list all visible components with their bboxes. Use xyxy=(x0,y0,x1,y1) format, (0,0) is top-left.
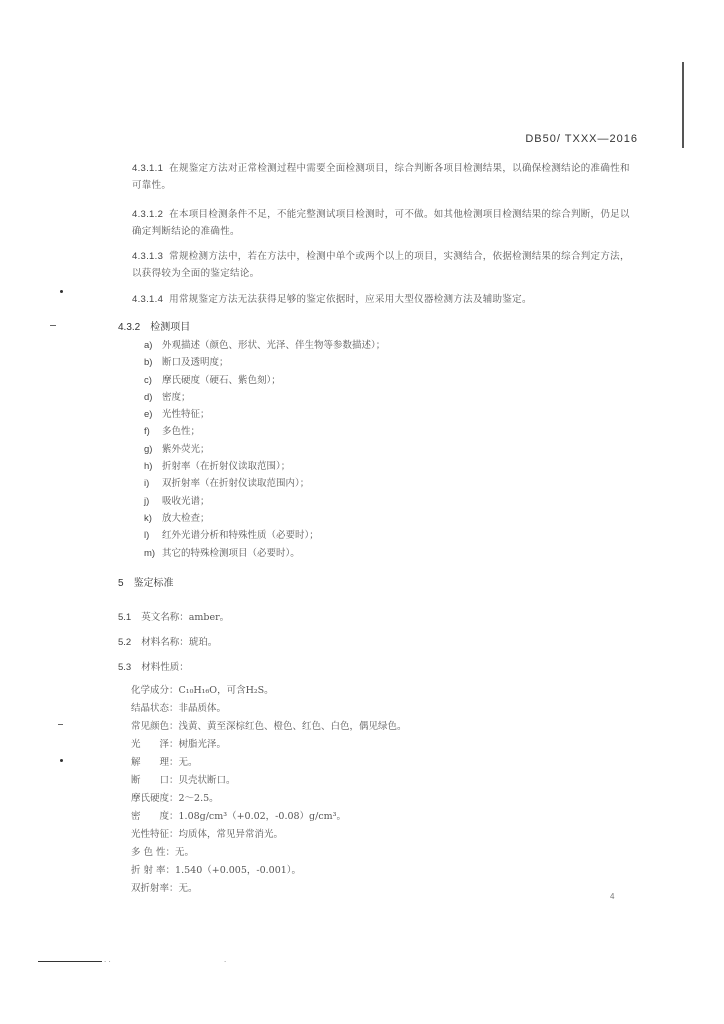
item-text: 其它的特殊检测项目（必要时）。 xyxy=(162,547,300,559)
item-label: j) xyxy=(144,495,150,507)
item-label: b) xyxy=(144,357,153,369)
section-number: 4.3.2 xyxy=(118,322,141,333)
item-text: 多色性； xyxy=(162,426,201,438)
list-item xyxy=(144,423,385,440)
margin-mark xyxy=(60,290,63,293)
item-text: 断口及透明度； xyxy=(162,357,229,369)
item-label: a) xyxy=(144,340,153,351)
clause-5-3 xyxy=(118,659,189,673)
item-text: 红外光谱分析和特殊性质（必要时）； xyxy=(162,530,319,542)
item-label: k) xyxy=(144,512,152,524)
paragraph-number: 4.3.1.1 xyxy=(132,163,164,174)
paragraph-number: 4.3.1.2 xyxy=(132,209,164,220)
property-line: 光性特征：均质体，常见异常消光。 xyxy=(131,829,284,840)
section-heading-4-3-2 xyxy=(118,318,190,333)
item-text: 吸收光谱； xyxy=(162,495,210,507)
item-label: c) xyxy=(144,374,152,386)
paragraph-text: 在规鉴定方法对正常检测过程中需要全面检测项目，综合判断各项目检测结果，以确保检测结论的准确性和可靠性。 xyxy=(132,163,630,191)
list-item xyxy=(144,458,385,475)
item-label: i) xyxy=(144,478,150,490)
margin-mark xyxy=(60,759,63,762)
property-line: 多 色 性：无。 xyxy=(131,847,195,858)
item-label: m) xyxy=(144,547,156,559)
list-item xyxy=(144,406,385,423)
property-line: 解 理：无。 xyxy=(131,757,198,768)
item-label: d) xyxy=(144,391,153,403)
paragraph-text: 常规检测方法中，若在方法中，检测中单个或两个以上的项目，实测结合，依据检测结果的综合判定方法，以获得较为全面的鉴定结论。 xyxy=(132,251,630,279)
paragraph-4-3-1-2 xyxy=(132,206,632,240)
property-line: 常见颜色：浅黄、黄至深棕红色、橙色、红色、白色，偶见绿色。 xyxy=(131,721,407,732)
clause-number: 5.1 xyxy=(118,612,132,623)
paragraph-4-3-1-3 xyxy=(132,248,632,282)
paragraph-number: 4.3.1.4 xyxy=(132,294,164,305)
margin-mark xyxy=(50,325,56,326)
section-title: 检测项目 xyxy=(150,322,191,333)
item-text: 摩氏硬度（硬石、紫色刻）； xyxy=(162,374,281,386)
list-item xyxy=(144,372,385,389)
property-line: 密 度：1.08g/cm³（+0.02，-0.08）g/cm³。 xyxy=(131,811,346,822)
item-text: 放大检查； xyxy=(162,512,210,524)
paragraph-number: 4.3.1.3 xyxy=(132,251,164,262)
page-number: 4 xyxy=(610,892,615,901)
item-label: e) xyxy=(144,409,153,421)
item-label: l) xyxy=(144,530,150,542)
item-text: 密度； xyxy=(162,391,191,403)
list-item xyxy=(144,389,385,406)
scan-edge-line xyxy=(682,62,684,148)
list-item xyxy=(144,475,385,492)
list-item xyxy=(144,545,385,562)
item-label: f) xyxy=(144,426,150,438)
paragraph-4-3-1-4 xyxy=(132,291,632,308)
clause-text: 英文名称：amber。 xyxy=(141,612,230,623)
paragraph-text: 在本项目检测条件不足，不能完整测试项目检测时，可不做。如其他检测项目检测结果的综合判断，仍足以确定判断结论的准确性。 xyxy=(132,209,630,237)
section-heading-5 xyxy=(118,574,174,589)
item-text: 光性特征； xyxy=(162,409,210,421)
section-number: 5 xyxy=(118,578,124,589)
section-title: 鉴定标准 xyxy=(133,578,174,589)
item-text: 折射率（在折射仪读取范围）； xyxy=(162,461,291,473)
list-item xyxy=(144,337,385,354)
clause-number: 5.2 xyxy=(118,637,132,648)
footer-mark: · · xyxy=(104,958,111,966)
list-item xyxy=(144,493,385,510)
clause-text: 材料性质： xyxy=(141,662,189,673)
property-line: 光 泽：树脂光泽。 xyxy=(131,739,227,750)
paragraph-text: 用常规鉴定方法无法获得足够的鉴定依据时，应采用大型仪器检测方法及辅助鉴定。 xyxy=(169,294,532,305)
item-text: 双折射率（在折射仪读取范围内）； xyxy=(162,478,310,490)
property-line: 断 口：贝壳状断口。 xyxy=(131,775,236,786)
item-label: h) xyxy=(144,461,153,473)
item-text: 紫外荧光； xyxy=(162,443,210,455)
property-line: 结晶状态：非晶质体。 xyxy=(131,703,227,714)
clause-5-2 xyxy=(118,634,217,648)
list-item xyxy=(144,441,385,458)
detection-item-list xyxy=(144,337,385,562)
footer-mark: · xyxy=(224,958,227,966)
list-item xyxy=(144,510,385,527)
clause-5-1 xyxy=(118,609,229,623)
property-line: 化学成分：C₁₀H₁₆O，可含H₂S。 xyxy=(131,685,274,696)
property-line: 折 射 率：1.540（+0.005，-0.001）。 xyxy=(131,865,302,876)
document-code: DB50/ TXXX—2016 xyxy=(525,133,638,145)
property-line: 摩氏硬度：2～2.5。 xyxy=(131,793,219,804)
paragraph-4-3-1-1 xyxy=(132,160,632,194)
clause-text: 材料名称：琥珀。 xyxy=(141,637,218,648)
property-line: 双折射率：无。 xyxy=(131,883,198,894)
item-text: 外观描述（颜色、形状、光泽、伴生物等参数描述）； xyxy=(162,340,386,351)
material-property-list xyxy=(131,682,407,898)
item-label: g) xyxy=(144,443,153,455)
list-item xyxy=(144,354,385,371)
footer-rule xyxy=(38,961,102,962)
margin-mark xyxy=(58,724,63,725)
list-item xyxy=(144,527,385,544)
clause-number: 5.3 xyxy=(118,662,132,673)
